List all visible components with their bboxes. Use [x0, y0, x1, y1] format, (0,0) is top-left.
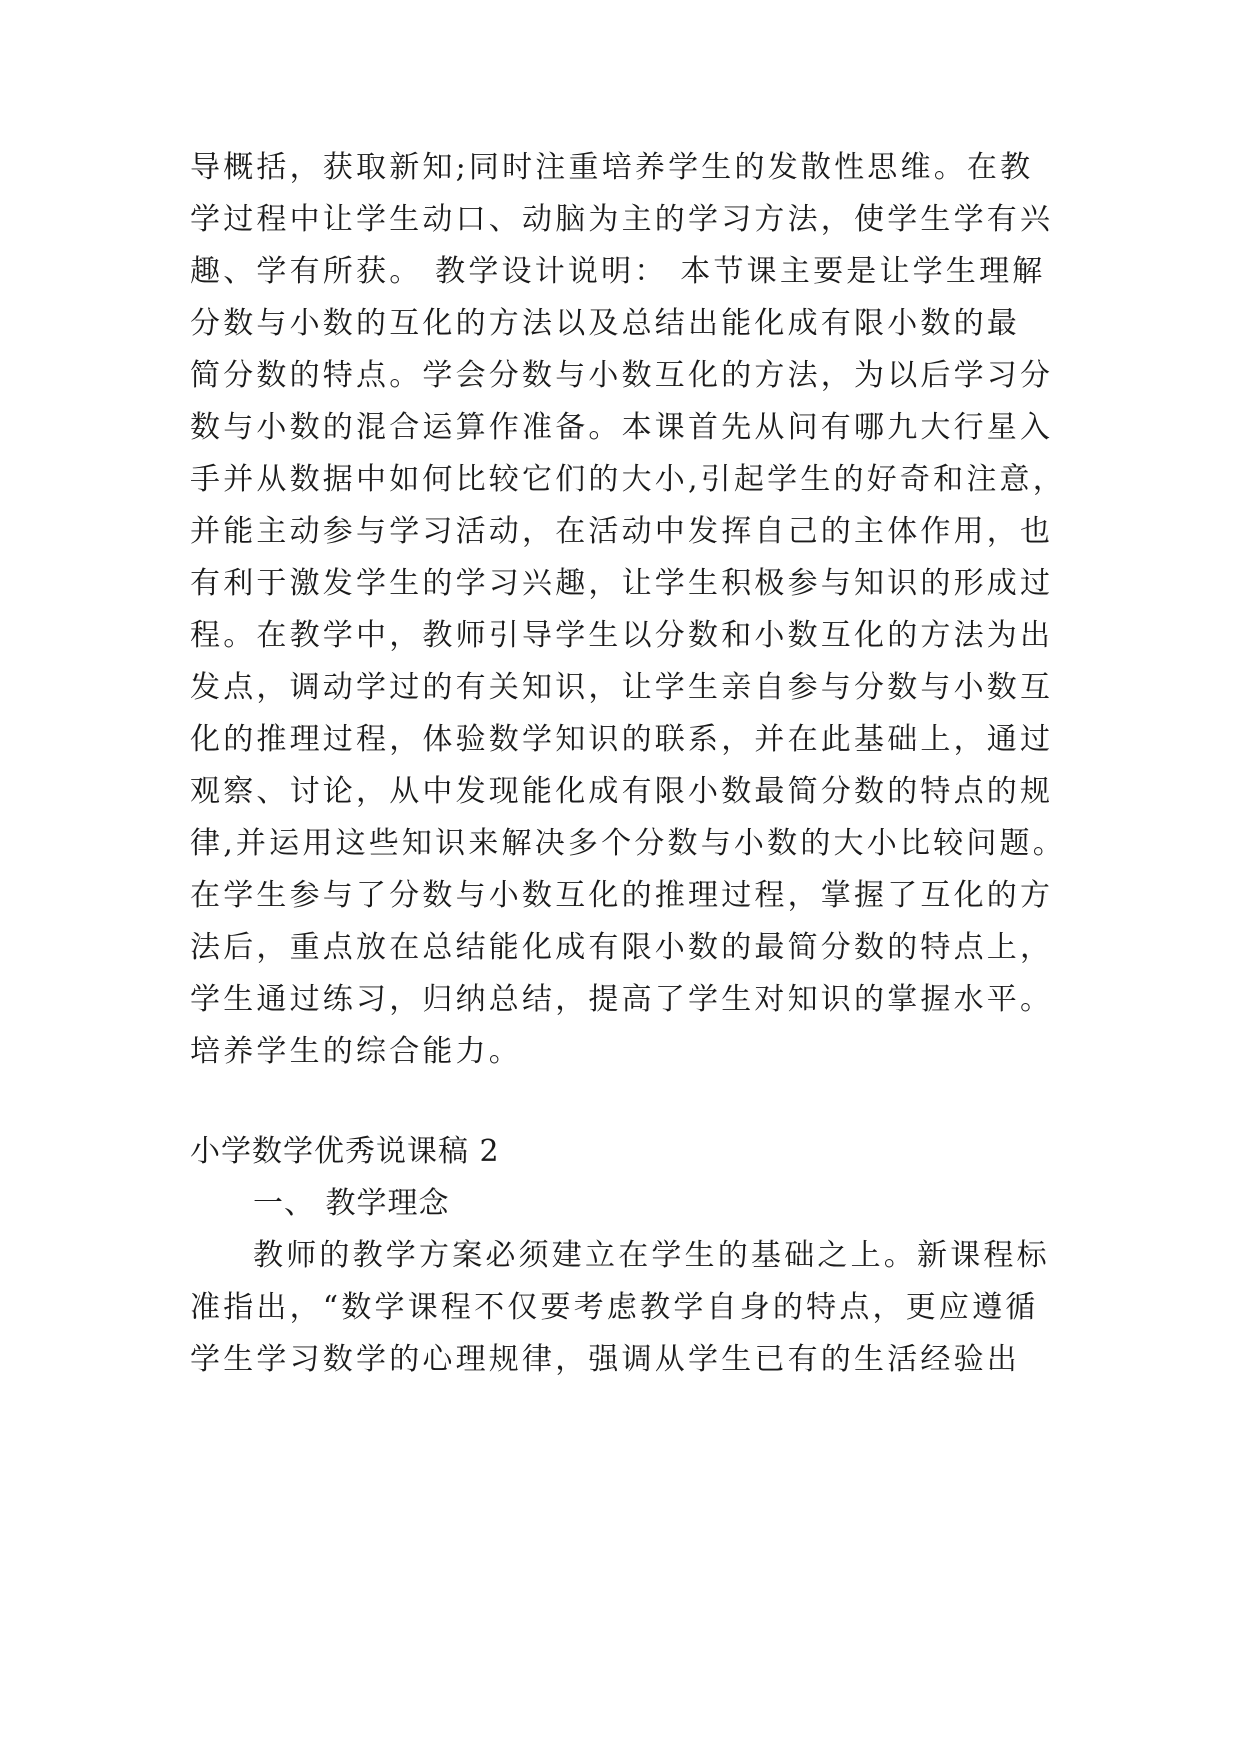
body-line: 程。在教学中，教师引导学生以分数和小数互化的方法为出	[190, 618, 1054, 653]
body-line: 学过程中让学生动口、动脑为主的学习方法，使学生学有兴	[190, 202, 1054, 237]
body-line: 在学生参与了分数与小数互化的推理过程，掌握了互化的方	[190, 878, 1054, 913]
body-line: 数与小数的混合运算作准备。本课首先从问有哪九大行星入	[190, 410, 1054, 445]
section-title: 小学数学优秀说课稿 2	[190, 1134, 500, 1169]
section-line: 准指出，“数学课程不仅要考虑教学自身的特点，更应遵循	[190, 1290, 1039, 1325]
body-line: 发点，调动学过的有关知识，让学生亲自参与分数与小数互	[190, 670, 1054, 705]
body-line: 导概括，获取新知;同时注重培养学生的发散性思维。在教	[190, 150, 1034, 185]
subsection-title: 一、 教学理念	[253, 1186, 450, 1221]
body-line: 手并从数据中如何比较它们的大小,引起学生的好奇和注意，	[190, 462, 1066, 497]
body-line: 学生通过练习，归纳总结，提高了学生对知识的掌握水平。	[190, 982, 1054, 1017]
body-line: 法后，重点放在总结能化成有限小数的最简分数的特点上，	[190, 930, 1054, 965]
body-line: 化的推理过程，体验数学知识的联系，并在此基础上，通过	[190, 722, 1054, 757]
body-line: 观察、讨论，从中发现能化成有限小数最简分数的特点的规	[190, 774, 1054, 809]
body-line: 分数与小数的互化的方法以及总结出能化成有限小数的最	[190, 306, 1020, 341]
body-line: 培养学生的综合能力。	[190, 1034, 522, 1069]
section-line: 教师的教学方案必须建立在学生的基础之上。新课程标	[253, 1238, 1050, 1273]
body-line: 趣、学有所获。 教学设计说明： 本节课主要是让学生理解	[190, 254, 1046, 289]
body-line: 有利于激发学生的学习兴趣，让学生积极参与知识的形成过	[190, 566, 1054, 601]
body-line: 并能主动参与学习活动，在活动中发挥自己的主体作用，也	[190, 514, 1054, 549]
section-line: 学生学习数学的心理规律，强调从学生已有的生活经验出	[190, 1342, 1020, 1377]
body-line: 简分数的特点。学会分数与小数互化的方法，为以后学习分	[190, 358, 1054, 393]
body-line: 律,并运用这些知识来解决多个分数与小数的大小比较问题。	[190, 826, 1066, 861]
